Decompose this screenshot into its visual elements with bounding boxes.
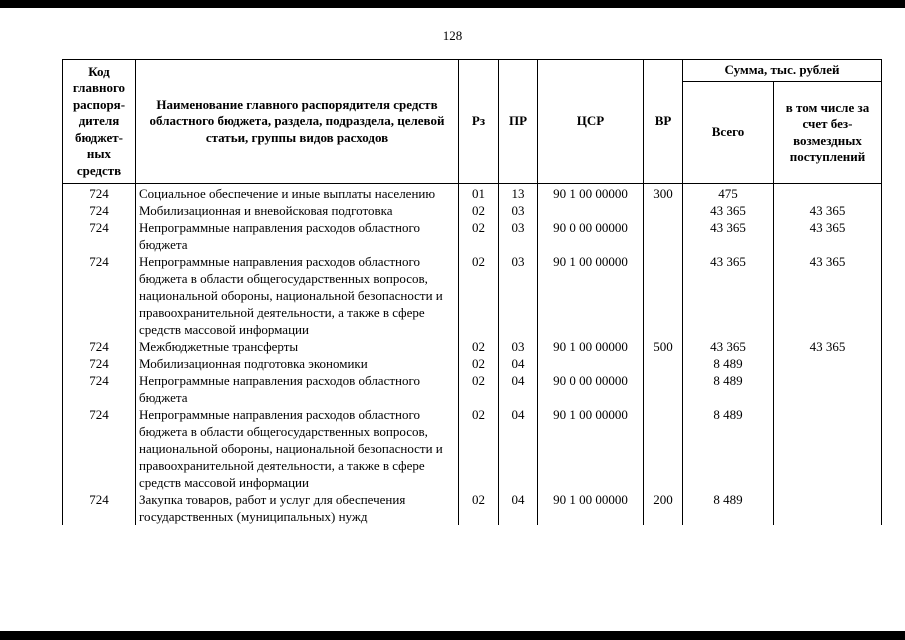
table-row — [63, 184, 882, 203]
cell-pr: 04 — [499, 406, 538, 491]
header-code: Код главного распоря-дителя бюджет-ных средств — [63, 60, 136, 184]
cell-vr: 500 — [644, 338, 683, 355]
cell-pr: 04 — [499, 372, 538, 406]
cell-name: Непрограммные направления расходов областного бюджета — [136, 219, 459, 253]
top-border-bar — [0, 0, 905, 8]
cell-csr: 90 0 00 00000 — [538, 219, 644, 253]
cell-code: 724 — [63, 491, 136, 525]
cell-free: 43 365 — [774, 219, 882, 253]
cell-rz: 02 — [459, 355, 499, 372]
header-vr: ВР — [644, 60, 683, 184]
cell-code: 724 — [63, 338, 136, 355]
cell-total: 8 489 — [683, 355, 774, 372]
cell-rz: 02 — [459, 338, 499, 355]
header-total: Всего — [683, 82, 774, 184]
table-body — [63, 184, 882, 526]
cell-rz: 01 — [459, 184, 499, 203]
cell-vr: 200 — [644, 491, 683, 525]
cell-name: Закупка товаров, работ и услуг для обеспечения государственных (муниципальных) нужд — [136, 491, 459, 525]
cell-vr — [644, 202, 683, 219]
cell-pr: 03 — [499, 202, 538, 219]
cell-rz: 02 — [459, 219, 499, 253]
cell-rz: 02 — [459, 372, 499, 406]
cell-total: 43 365 — [683, 202, 774, 219]
cell-pr: 13 — [499, 184, 538, 203]
table-header — [63, 60, 882, 184]
cell-csr: 90 1 00 00000 — [538, 184, 644, 203]
cell-rz: 02 — [459, 202, 499, 219]
cell-vr — [644, 355, 683, 372]
table-row — [63, 219, 882, 253]
cell-vr — [644, 219, 683, 253]
cell-pr: 04 — [499, 491, 538, 525]
cell-free — [774, 372, 882, 406]
cell-csr: 90 1 00 00000 — [538, 338, 644, 355]
table-row — [63, 202, 882, 219]
cell-total: 8 489 — [683, 406, 774, 491]
cell-total: 43 365 — [683, 253, 774, 338]
cell-name: Мобилизационная подготовка экономики — [136, 355, 459, 372]
cell-rz: 02 — [459, 491, 499, 525]
cell-vr — [644, 406, 683, 491]
table-row — [63, 372, 882, 406]
cell-csr: 90 1 00 00000 — [538, 491, 644, 525]
cell-code: 724 — [63, 406, 136, 491]
cell-code: 724 — [63, 372, 136, 406]
cell-pr: 03 — [499, 219, 538, 253]
cell-csr: 90 1 00 00000 — [538, 406, 644, 491]
cell-vr — [644, 372, 683, 406]
cell-rz: 02 — [459, 253, 499, 338]
cell-free: 43 365 — [774, 253, 882, 338]
bottom-border-bar — [0, 631, 905, 640]
cell-total: 43 365 — [683, 219, 774, 253]
table-row — [63, 406, 882, 491]
cell-code: 724 — [63, 184, 136, 203]
cell-code: 724 — [63, 253, 136, 338]
cell-csr: 90 0 00 00000 — [538, 372, 644, 406]
table-row — [63, 355, 882, 372]
cell-code: 724 — [63, 219, 136, 253]
cell-csr — [538, 355, 644, 372]
cell-vr — [644, 253, 683, 338]
cell-pr: 03 — [499, 253, 538, 338]
cell-name: Социальное обеспечение и иные выплаты населению — [136, 184, 459, 203]
header-name: Наименование главного распорядителя средств областного бюджета, раздела, подраздела, целевой статьи, группы видов расходов — [136, 60, 459, 184]
cell-name: Непрограммные направления расходов областного бюджета — [136, 372, 459, 406]
cell-code: 724 — [63, 202, 136, 219]
cell-csr — [538, 202, 644, 219]
cell-name: Мобилизационная и вневойсковая подготовка — [136, 202, 459, 219]
cell-free: 43 365 — [774, 202, 882, 219]
cell-rz: 02 — [459, 406, 499, 491]
cell-pr: 04 — [499, 355, 538, 372]
cell-name: Непрограммные направления расходов областного бюджета в области общегосударственных вопросов, национальной обороны, национальной безопасности и правоохранительной деятельности, а также в сфере средств массовой информации — [136, 253, 459, 338]
cell-free — [774, 355, 882, 372]
cell-name: Непрограммные направления расходов областного бюджета в области общегосударственных вопросов, национальной обороны, национальной безопасности и правоохранительной деятельности, а также в сфере средств массовой информации — [136, 406, 459, 491]
page-number: 128 — [442, 28, 463, 43]
cell-pr: 03 — [499, 338, 538, 355]
cell-total: 43 365 — [683, 338, 774, 355]
header-rz: Рз — [459, 60, 499, 184]
cell-free — [774, 184, 882, 203]
header-csr: ЦСР — [538, 60, 644, 184]
cell-free — [774, 406, 882, 491]
header-free: в том числе за счет без-возмездных поступлений — [774, 82, 882, 184]
budget-table — [62, 59, 882, 525]
cell-total: 475 — [683, 184, 774, 203]
table-row — [63, 491, 882, 525]
table-row — [63, 253, 882, 338]
header-sum: Сумма, тыс. рублей — [683, 60, 882, 82]
cell-vr: 300 — [644, 184, 683, 203]
cell-code: 724 — [63, 355, 136, 372]
cell-csr: 90 1 00 00000 — [538, 253, 644, 338]
cell-total: 8 489 — [683, 491, 774, 525]
cell-free: 43 365 — [774, 338, 882, 355]
cell-free — [774, 491, 882, 525]
table-row — [63, 338, 882, 355]
cell-name: Межбюджетные трансферты — [136, 338, 459, 355]
cell-total: 8 489 — [683, 372, 774, 406]
header-pr: ПР — [499, 60, 538, 184]
